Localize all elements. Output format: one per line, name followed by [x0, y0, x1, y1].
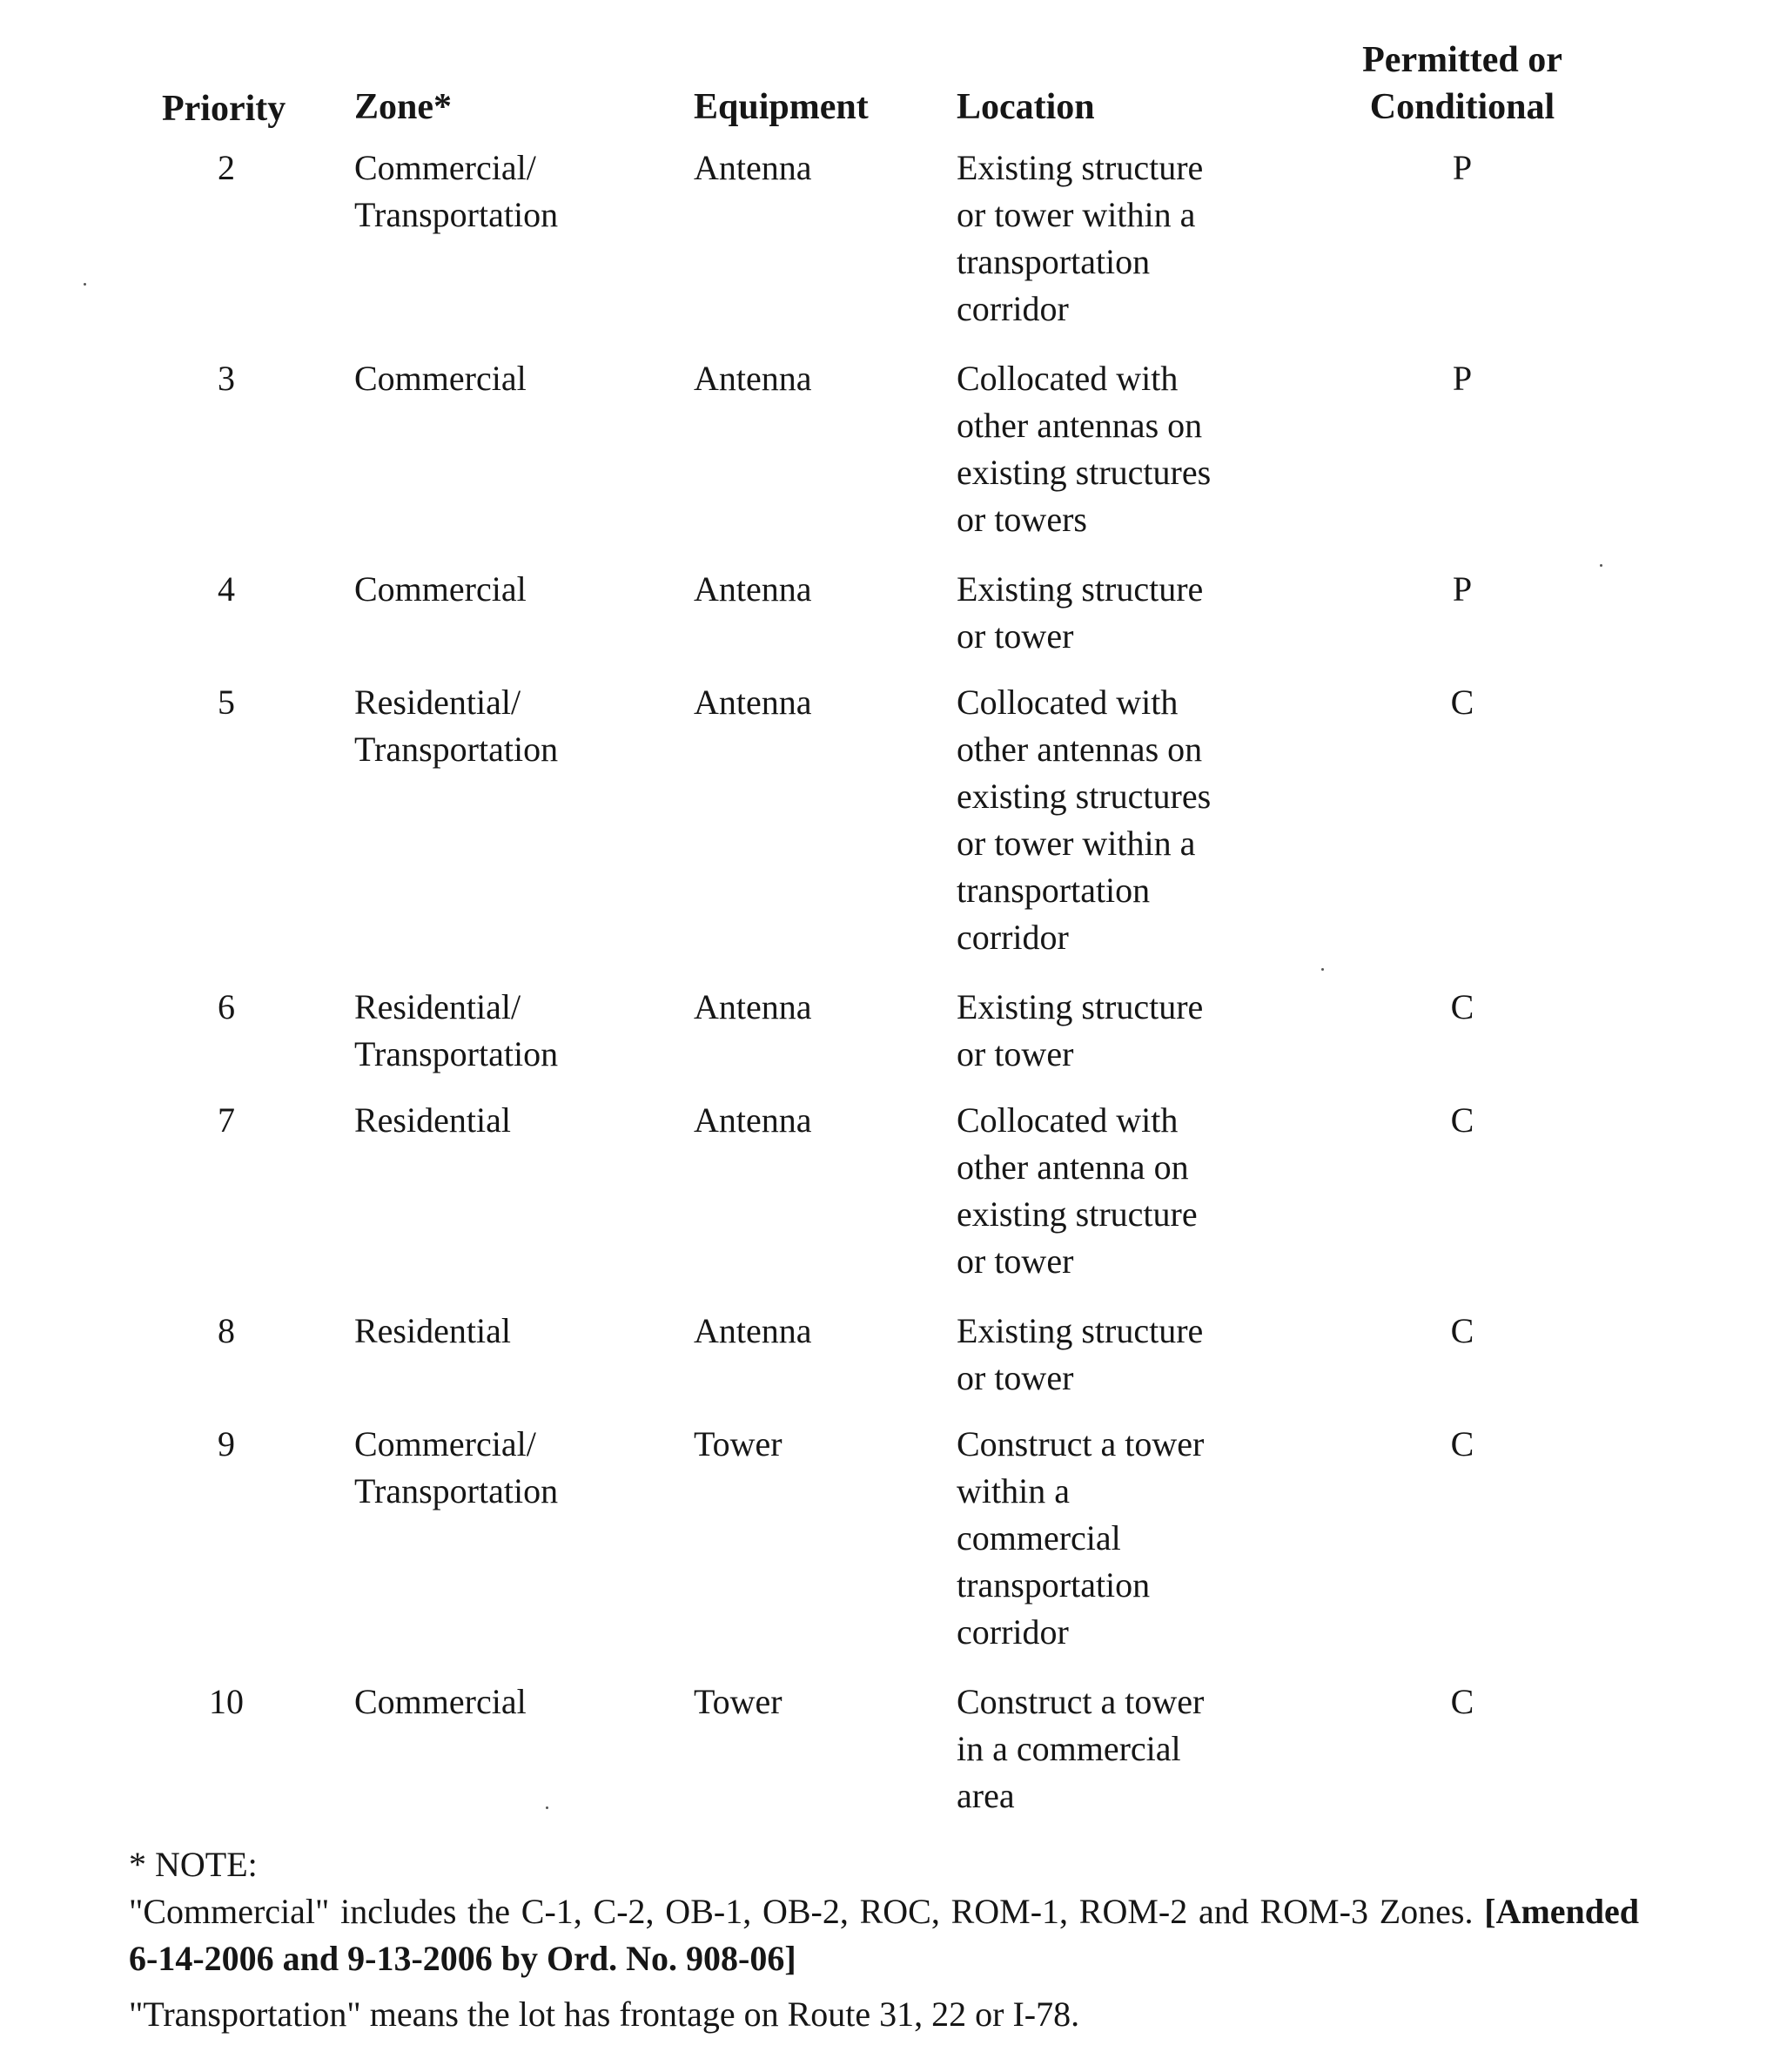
header-permitted-or-conditional [1306, 37, 1619, 131]
zone-cell-line: Transportation [354, 195, 559, 234]
location-cell-line: existing structures [957, 453, 1212, 492]
zone-cell-line: Transportation [354, 730, 559, 769]
location-cell-line: commercial [957, 1518, 1121, 1557]
priority-cell: 2 [218, 148, 235, 187]
location-cell-line: corridor [957, 289, 1069, 328]
permitted-status-cell: P [1452, 359, 1473, 398]
location-cell-line: existing structure [957, 1194, 1198, 1234]
zone-cell-line: Commercial/ [354, 1424, 536, 1463]
location-cell-line: within a [957, 1471, 1070, 1510]
zone-cell [354, 984, 668, 1078]
location-cell [957, 679, 1287, 961]
location-cell-line: or towers [957, 500, 1087, 539]
permitted-status-cell: C [1450, 1311, 1474, 1350]
location-cell-line: or tower [957, 1358, 1074, 1397]
permitted-status-cell: C [1450, 1682, 1474, 1721]
zone-cell [354, 1421, 668, 1515]
equipment-cell: Antenna [694, 359, 812, 398]
location-cell [957, 355, 1287, 543]
equipment-cell: Antenna [694, 148, 812, 187]
location-cell-line: or tower [957, 616, 1074, 656]
location-cell-line: transportation [957, 1565, 1151, 1604]
header-equipment: Equipment [694, 87, 869, 127]
permitted-status-cell: P [1452, 148, 1473, 187]
zone-cell [354, 679, 668, 773]
priority-cell: 9 [218, 1424, 235, 1463]
location-cell-line: or tower within a [957, 824, 1196, 863]
location-cell-line: Existing structure [957, 148, 1204, 187]
header-permitted-line1: Permitted or [1362, 40, 1562, 80]
equipment-cell: Antenna [694, 1311, 812, 1350]
equipment-cell: Antenna [694, 683, 812, 722]
location-cell [957, 984, 1287, 1078]
priority-cell: 10 [209, 1682, 244, 1721]
permitted-status-cell: C [1450, 1424, 1474, 1463]
zone-cell-line: Residential/ [354, 987, 521, 1026]
location-cell-line: Collocated with [957, 1100, 1179, 1140]
location-cell-line: or tower [957, 1034, 1074, 1073]
zone-cell-line: Residential/ [354, 683, 521, 722]
zone-cell-line: Commercial [354, 569, 527, 609]
scan-speck [1600, 564, 1602, 567]
location-cell-line: existing structures [957, 777, 1212, 816]
equipment-cell: Tower [694, 1424, 783, 1463]
location-cell-line: other antenna on [957, 1147, 1189, 1187]
note-commercial-definition [129, 1888, 1639, 1982]
header-location: Location [957, 87, 1095, 127]
header-priority: Priority [162, 89, 286, 129]
zone-cell-line: Commercial/ [354, 148, 536, 187]
permitted-status-cell: C [1450, 987, 1474, 1026]
zone-cell [354, 355, 668, 402]
zone-note [129, 1841, 1639, 2038]
location-cell [957, 566, 1287, 660]
location-cell-line: transportation [957, 871, 1151, 910]
priority-cell: 5 [218, 683, 235, 722]
zone-cell [354, 566, 668, 613]
zone-cell-line: Residential [354, 1311, 511, 1350]
location-cell-line: Existing structure [957, 987, 1204, 1026]
scan-speck [84, 283, 86, 286]
location-cell-line: corridor [957, 918, 1069, 957]
priority-cell: 6 [218, 987, 235, 1026]
location-cell-line: Existing structure [957, 1311, 1204, 1350]
equipment-cell: Antenna [694, 987, 812, 1026]
zone-cell-line: Residential [354, 1100, 511, 1140]
scan-speck [1321, 968, 1324, 971]
priority-cell: 8 [218, 1311, 235, 1350]
location-cell [957, 1421, 1287, 1656]
equipment-cell: Tower [694, 1682, 783, 1721]
location-cell-line: Existing structure [957, 569, 1204, 609]
zone-cell-line: Commercial [354, 1682, 527, 1721]
location-cell [957, 1308, 1287, 1402]
location-cell-line: other antennas on [957, 406, 1203, 445]
priority-cell: 4 [218, 569, 235, 609]
zone-cell-line: Commercial [354, 359, 527, 398]
location-cell-line: other antennas on [957, 730, 1203, 769]
zone-cell [354, 145, 668, 239]
note-transportation-definition: "Transportation" means the lot has frontage on Route 31, 22 or I-78. [129, 1995, 1080, 2034]
equipment-cell: Antenna [694, 1100, 812, 1140]
header-zone: Zone* [354, 87, 453, 127]
location-cell [957, 145, 1287, 333]
priority-cell: 3 [218, 359, 235, 398]
zone-cell [354, 1097, 668, 1144]
zone-cell [354, 1678, 668, 1726]
scan-speck [546, 1806, 548, 1809]
location-cell-line: Collocated with [957, 359, 1179, 398]
zone-cell-line: Transportation [354, 1471, 559, 1510]
location-cell-line: transportation [957, 242, 1151, 281]
location-cell-line: or tower within a [957, 195, 1196, 234]
location-cell [957, 1678, 1287, 1820]
location-cell-line: Collocated with [957, 683, 1179, 722]
priority-cell: 7 [218, 1100, 235, 1140]
location-cell-line: Construct a tower [957, 1424, 1205, 1463]
permitted-status-cell: C [1450, 1100, 1474, 1140]
location-cell-line: in a commercial [957, 1729, 1181, 1768]
permitted-status-cell: P [1452, 569, 1473, 609]
equipment-cell: Antenna [694, 569, 812, 609]
permitted-status-cell: C [1450, 683, 1474, 722]
note-heading: * NOTE: [129, 1845, 258, 1884]
note-commercial-text: "Commercial" includes the C-1, C-2, OB-1, OB-2, ROC, ROM-1, ROM-2 and ROM-3 Zones. [129, 1892, 1474, 1931]
note-amendment: [Amended 6-14-2006 and 9-13-2006 by Ord. No. 908-06] [129, 1892, 1640, 1978]
zone-cell [354, 1308, 668, 1355]
location-cell-line: Construct a tower [957, 1682, 1205, 1721]
header-permitted-line2: Conditional [1369, 87, 1555, 127]
zone-cell-line: Transportation [354, 1034, 559, 1073]
location-cell-line: area [957, 1776, 1015, 1815]
location-cell [957, 1097, 1287, 1285]
location-cell-line: or tower [957, 1241, 1074, 1281]
location-cell-line: corridor [957, 1612, 1069, 1652]
